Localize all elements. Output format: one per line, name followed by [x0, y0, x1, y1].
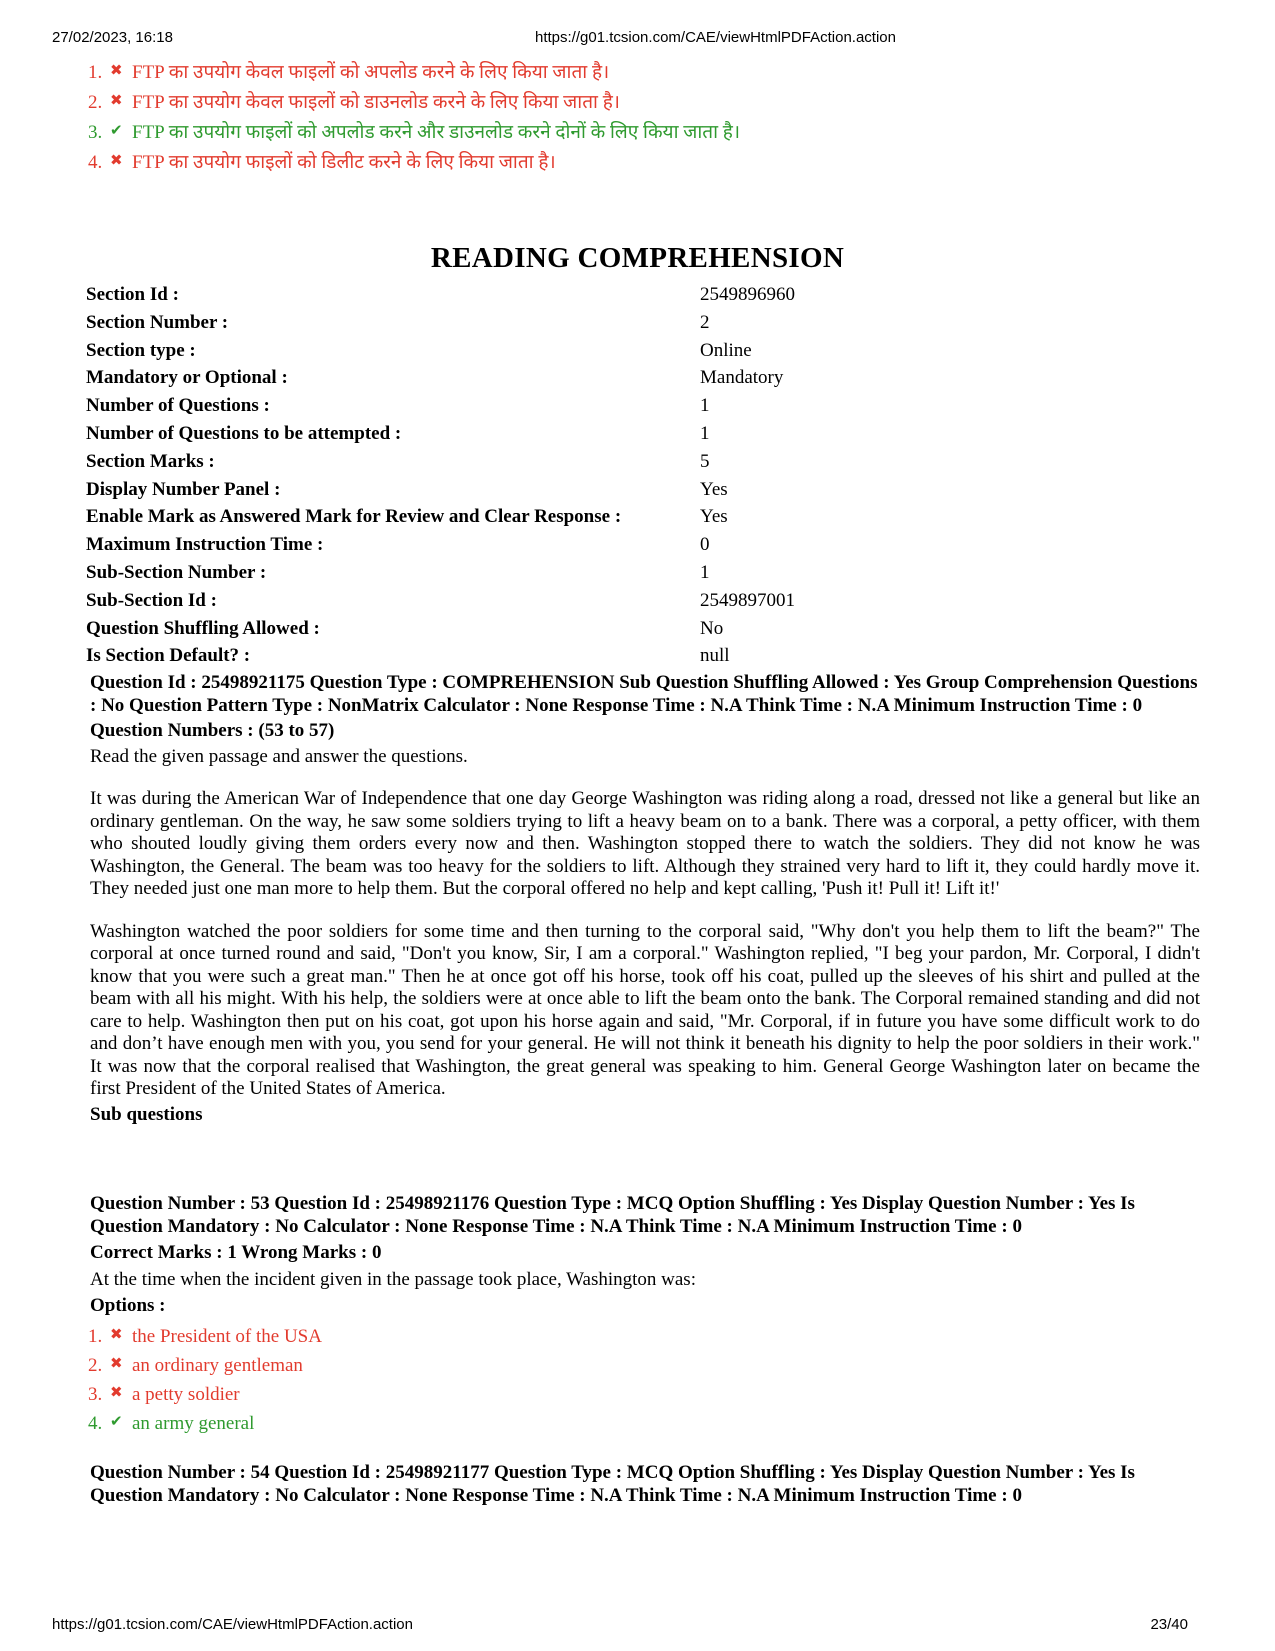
section-info-value: 1 — [700, 561, 710, 583]
option-number: 1. — [88, 62, 103, 83]
section-info-row — [86, 479, 1206, 507]
section-info-value: 2 — [700, 311, 710, 333]
q53-option-3 — [88, 1380, 240, 1407]
section-info-value: Yes — [700, 506, 728, 528]
section-info-value: 2549897001 — [700, 589, 795, 611]
page-number: 23/40 — [1150, 1616, 1188, 1633]
section-info-label: Number of Questions : — [86, 395, 270, 417]
option-text: FTP का उपयोग फाइलों को डिलीट करने के लिए किया जाता है। — [132, 152, 556, 173]
print-footer-url: https://g01.tcsion.com/CAE/viewHtmlPDFAction.action — [52, 1616, 413, 1633]
option-number: 4. — [88, 152, 103, 173]
options-label: Options : — [90, 1295, 166, 1316]
prev-option-4 — [88, 148, 556, 175]
prev-option-3 — [88, 118, 740, 145]
cross-icon: ✖ — [110, 1354, 123, 1372]
section-info-label: Section type : — [86, 339, 196, 361]
section-info-label: Section Number : — [86, 311, 229, 333]
section-info-row — [86, 367, 1206, 395]
option-number: 3. — [88, 1384, 103, 1405]
q53-option-2 — [88, 1351, 303, 1378]
prev-option-2 — [88, 88, 620, 115]
section-info-value: 5 — [700, 450, 710, 472]
section-info-row — [86, 423, 1206, 451]
comprehension-block — [90, 672, 1200, 1126]
passage-paragraph-2: Washington watched the poor soldiers for some time and then turning to the corporal said, "Why don't you help them to lift the beam?" The corporal at once turned round and said, "Don't you know, Sir, I am a corporal." Washington replied, "I beg your pardon, Mr. Corporal, I didn't know that you were such a great man." Then he at once got off his horse, took off his coat, pulled up the sleeves of his shirt and pulled at the beam with all his might. With his help, the soldiers were at once able to lift the beam onto the bank. The Corporal remained standing and did not care to help. Washington then put on his coat, got upon his horse again and said, "Mr. Corporal, if in future you have some difficult work to do and don’t have enough men with you, you send for your general. He will not think it beneath his dignity to help the poor soldiers in their work." It was now that the corporal realised that Washington, the great general was speaking to him. General George Washington later on became the first President of the United States of America. — [90, 920, 1200, 1099]
cross-icon: ✖ — [110, 151, 123, 169]
question-54-block — [90, 1462, 1200, 1507]
section-info-row — [86, 395, 1206, 423]
option-number: 3. — [88, 122, 103, 143]
section-info-value: 1 — [700, 422, 710, 444]
section-info-value: 0 — [700, 534, 710, 556]
option-number: 1. — [88, 1326, 103, 1347]
section-info-row — [86, 284, 1206, 312]
section-info-label: Section Marks : — [86, 450, 215, 472]
cross-icon: ✖ — [110, 61, 123, 79]
option-text: a petty soldier — [132, 1384, 240, 1405]
section-info-value: null — [700, 645, 730, 667]
comprehension-meta: Question Id : 25498921175 Question Type : COMPREHENSION Sub Question Shuffling Allowed : Yes Group Comprehension Questions : No Question Pattern Type : NonMatrix Calculator : None Response Time : N.A Think Time : N.A Minimum Instruction Time : 0 — [90, 672, 1198, 716]
section-info-label: Sub-Section Number : — [86, 561, 267, 583]
question-53-marks: Correct Marks : 1 Wrong Marks : 0 — [90, 1242, 382, 1263]
section-info-value: No — [700, 617, 724, 639]
question-53-meta: Question Number : 53 Question Id : 25498921176 Question Type : MCQ Option Shuffling : Yes Display Question Number : Yes Is Question Mandatory : No Calculator : None Response Time : N.A Think Time : N.A Minimum Instruction Time : 0 — [90, 1193, 1135, 1237]
section-info-row — [86, 312, 1206, 340]
section-info-table — [86, 284, 1206, 673]
option-text: an ordinary gentleman — [132, 1355, 303, 1376]
print-header-url: https://g01.tcsion.com/CAE/viewHtmlPDFAction.action — [535, 29, 896, 46]
sub-questions-label: Sub questions — [90, 1103, 203, 1125]
section-info-row — [86, 590, 1206, 618]
cross-icon: ✖ — [110, 1325, 123, 1343]
question-numbers: Question Numbers : (53 to 57) — [90, 720, 335, 741]
section-info-row — [86, 645, 1206, 673]
section-info-row — [86, 562, 1206, 590]
section-info-value: Yes — [700, 478, 728, 500]
section-info-row — [86, 451, 1206, 479]
option-text: an army general — [132, 1413, 255, 1434]
check-icon: ✔ — [110, 1412, 123, 1430]
section-info-row — [86, 340, 1206, 368]
option-text: FTP का उपयोग केवल फाइलों को अपलोड करने के लिए किया जाता है। — [132, 62, 610, 83]
section-info-row — [86, 534, 1206, 562]
q53-option-4 — [88, 1409, 254, 1436]
q53-option-1 — [88, 1322, 322, 1349]
section-info-row — [86, 506, 1206, 534]
section-info-label: Number of Questions to be attempted : — [86, 422, 402, 444]
section-info-value: 1 — [700, 395, 710, 417]
question-53-text: At the time when the incident given in the passage took place, Washington was: — [90, 1268, 696, 1290]
question-54-meta: Question Number : 54 Question Id : 25498921177 Question Type : MCQ Option Shuffling : Yes Display Question Number : Yes Is Question Mandatory : No Calculator : None Response Time : N.A Think Time : N.A Minimum Instruction Time : 0 — [90, 1462, 1135, 1506]
check-icon: ✔ — [110, 121, 123, 139]
print-footer — [52, 1616, 1223, 1638]
section-info-label: Section Id : — [86, 284, 179, 305]
section-info-label: Enable Mark as Answered Mark for Review and Clear Response : — [86, 506, 622, 528]
option-text: FTP का उपयोग केवल फाइलों को डाउनलोड करने के लिए किया जाता है। — [132, 92, 620, 113]
section-info-label: Question Shuffling Allowed : — [86, 617, 320, 639]
option-number: 4. — [88, 1413, 103, 1434]
section-info-value: 2549896960 — [700, 284, 795, 305]
section-info-label: Mandatory or Optional : — [86, 367, 288, 389]
print-datetime: 27/02/2023, 16:18 — [52, 29, 173, 46]
question-53-block — [90, 1193, 1200, 1318]
cross-icon: ✖ — [110, 1383, 123, 1401]
cross-icon: ✖ — [110, 91, 123, 109]
section-title: READING COMPREHENSION — [430, 242, 845, 274]
option-text: FTP का उपयोग फाइलों को अपलोड करने और डाउनलोड करने दोनों के लिए किया जाता है। — [132, 122, 741, 143]
section-info-value: Online — [700, 339, 752, 361]
prev-option-1 — [88, 58, 609, 85]
option-number: 2. — [88, 92, 103, 113]
section-info-label: Maximum Instruction Time : — [86, 534, 324, 556]
passage-instruction: Read the given passage and answer the questions. — [90, 745, 468, 767]
print-header — [52, 29, 1223, 51]
option-text: the President of the USA — [132, 1326, 322, 1347]
section-info-label: Display Number Panel : — [86, 478, 281, 500]
section-info-value: Mandatory — [700, 367, 784, 389]
option-number: 2. — [88, 1355, 103, 1376]
section-info-label: Sub-Section Id : — [86, 589, 217, 611]
section-info-row — [86, 618, 1206, 646]
section-info-label: Is Section Default? : — [86, 645, 251, 667]
passage-paragraph-1: It was during the American War of Independence that one day George Washington was riding along a road, dressed not like a general but like an ordinary gentleman. On the way, he saw some soldiers trying to lift a heavy beam on to a bank. There was a corporal, a petty officer, with them who shouted loudly giving them orders every now and then. Washington stopped there to watch the soldiers. They did not know he was Washington, the General. The beam was too heavy for the soldiers to lift. Although they strained very hard to lift it, they could hardly move it. They needed just one man more to help them. But the corporal offered no help and kept calling, 'Push it! Pull it! Lift it!' — [90, 788, 1200, 899]
